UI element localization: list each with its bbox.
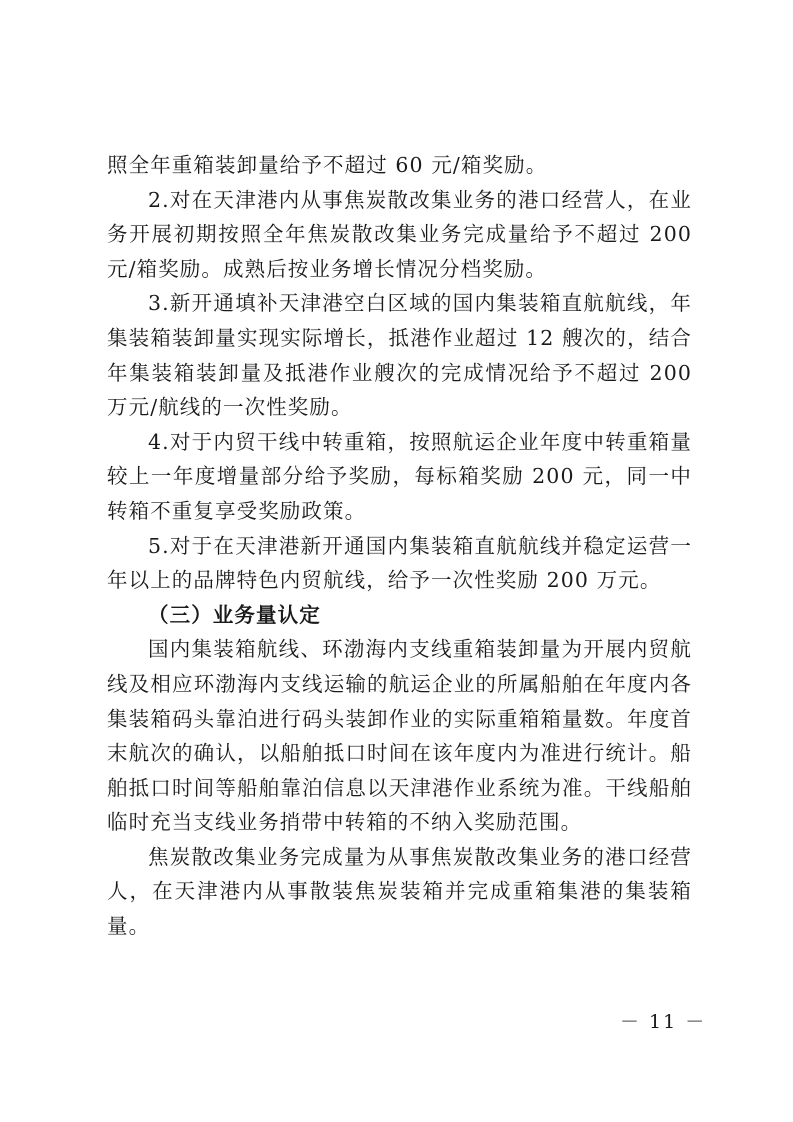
paragraph-coke-volume: 焦炭散改集业务完成量为从事焦炭散改集业务的港口经营人，在天津港内从事散装焦炭装箱并完成重箱集港的集装箱量。 — [107, 844, 692, 939]
paragraph-item-5: 5.对于在天津港新开通国内集装箱直航航线并稳定运营一年以上的品牌特色内贸航线，给予一次性奖励 200 万元。 — [107, 533, 692, 593]
section-heading: （三）业务量认定 — [148, 602, 321, 627]
paragraph-continuation: 照全年重箱装卸量给予不超过 60 元/箱奖励。 — [107, 153, 548, 177]
paragraph-item-4: 4.对于内贸干线中转重箱，按照航运企业年度中转重箱量较上一年度增量部分给予奖励，每标箱奖励 200 元，同一中转箱不重复享受奖励政策。 — [107, 429, 692, 523]
page-number: － 11 － — [620, 1011, 707, 1033]
document-page — [107, 148, 692, 944]
paragraph-item-3: 3.新开通填补天津港空白区域的国内集装箱直航航线，年集装箱装卸量实现实际增长，抵港作业超过 12 艘次的，结合年集装箱装卸量及抵港作业艘次的完成情况给予不超过 200 万元/航线的一次性奖励。 — [107, 291, 692, 420]
paragraph-volume-definition: 国内集装箱航线、环渤海内支线重箱装卸量为开展内贸航线及相应环渤海内支线运输的航运企业的所属船舶在年度内各集装箱码头靠泊进行码头装卸作业的实际重箱箱量数。年度首末航次的确认，以船舶抵口时间在该年度内为准进行统计。船舶抵口时间等船舶靠泊信息以天津港作业系统为准。干线船舶临时充当支线业务捎带中转箱的不纳入奖励范围。 — [107, 637, 692, 835]
paragraph-item-2: 2.对在天津港内从事焦炭散改集业务的港口经营人，在业务开展初期按照全年焦炭散改集业务完成量给予不超过 200 元/箱奖励。成熟后按业务增长情况分档奖励。 — [107, 187, 692, 281]
